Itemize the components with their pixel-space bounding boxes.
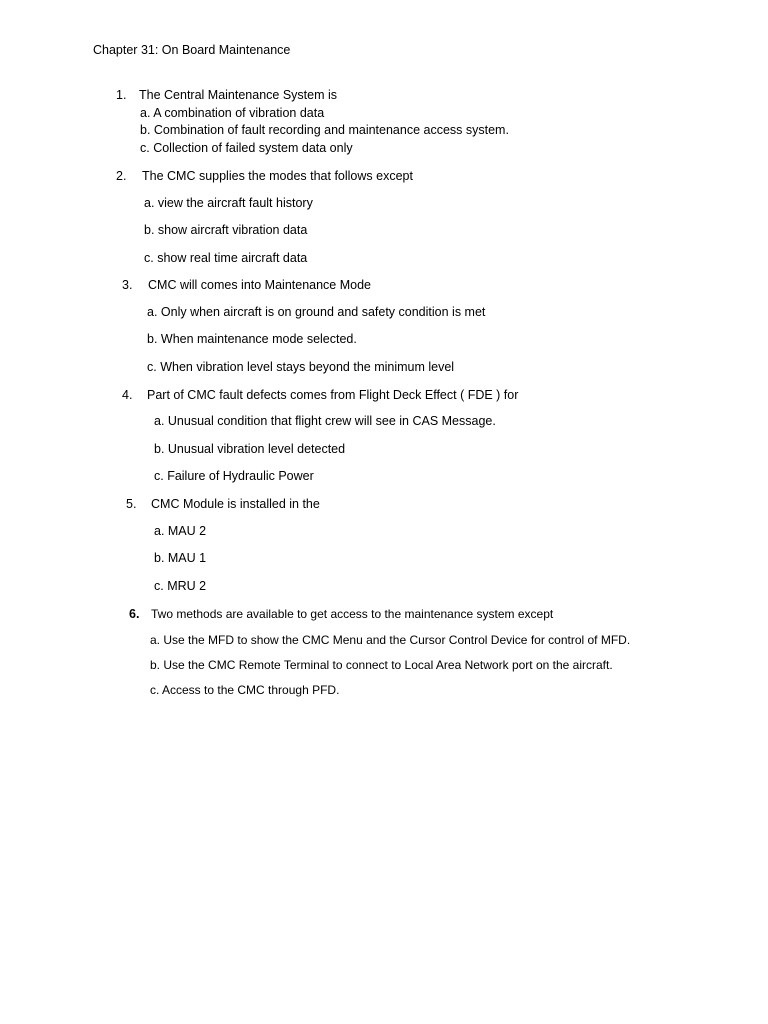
option-c: c. Collection of failed system data only <box>140 141 353 155</box>
question-text: The CMC supplies the modes that follows except <box>142 169 413 183</box>
option-a: a. view the aircraft fault history <box>144 196 313 210</box>
question-text: CMC Module is installed in the <box>151 497 320 511</box>
question-text: Part of CMC fault defects comes from Flight Deck Effect ( FDE ) for <box>147 388 519 402</box>
option-b: b. Use the CMC Remote Terminal to connect to Local Area Network port on the aircraft. <box>150 658 613 672</box>
question-number: 5. <box>126 497 137 511</box>
question-text: The Central Maintenance System is <box>139 88 338 102</box>
option-c: c. show real time aircraft data <box>144 251 308 265</box>
option-a: a. A combination of vibration data <box>140 106 325 120</box>
option-c: c. Failure of Hydraulic Power <box>154 469 314 483</box>
question-number: 6. <box>129 607 140 621</box>
option-c: c. When vibration level stays beyond the minimum level <box>147 360 455 374</box>
option-b: b. Combination of fault recording and maintenance access system. <box>140 123 509 137</box>
question-number: 2. <box>116 169 127 183</box>
question-number: 1. <box>116 88 127 102</box>
option-a: a. Only when aircraft is on ground and safety condition is met <box>147 305 486 319</box>
question-text: Two methods are available to get access to the maintenance system except <box>151 607 554 621</box>
option-a: a. Unusual condition that flight crew will see in CAS Message. <box>154 414 496 428</box>
page-title: Chapter 31: On Board Maintenance <box>93 43 291 57</box>
question-number: 4. <box>122 388 133 402</box>
option-a: a. Use the MFD to show the CMC Menu and the Cursor Control Device for control of MFD. <box>150 633 631 647</box>
option-c: c. MRU 2 <box>154 579 207 593</box>
option-b: b. MAU 1 <box>154 551 207 565</box>
question-text: CMC will comes into Maintenance Mode <box>148 278 372 292</box>
option-b: b. Unusual vibration level detected <box>154 442 346 456</box>
option-c: c. Access to the CMC through PFD. <box>150 683 340 697</box>
option-b: b. show aircraft vibration data <box>144 223 308 237</box>
option-b: b. When maintenance mode selected. <box>147 332 357 346</box>
question-number: 3. <box>122 278 133 292</box>
option-a: a. MAU 2 <box>154 524 207 538</box>
